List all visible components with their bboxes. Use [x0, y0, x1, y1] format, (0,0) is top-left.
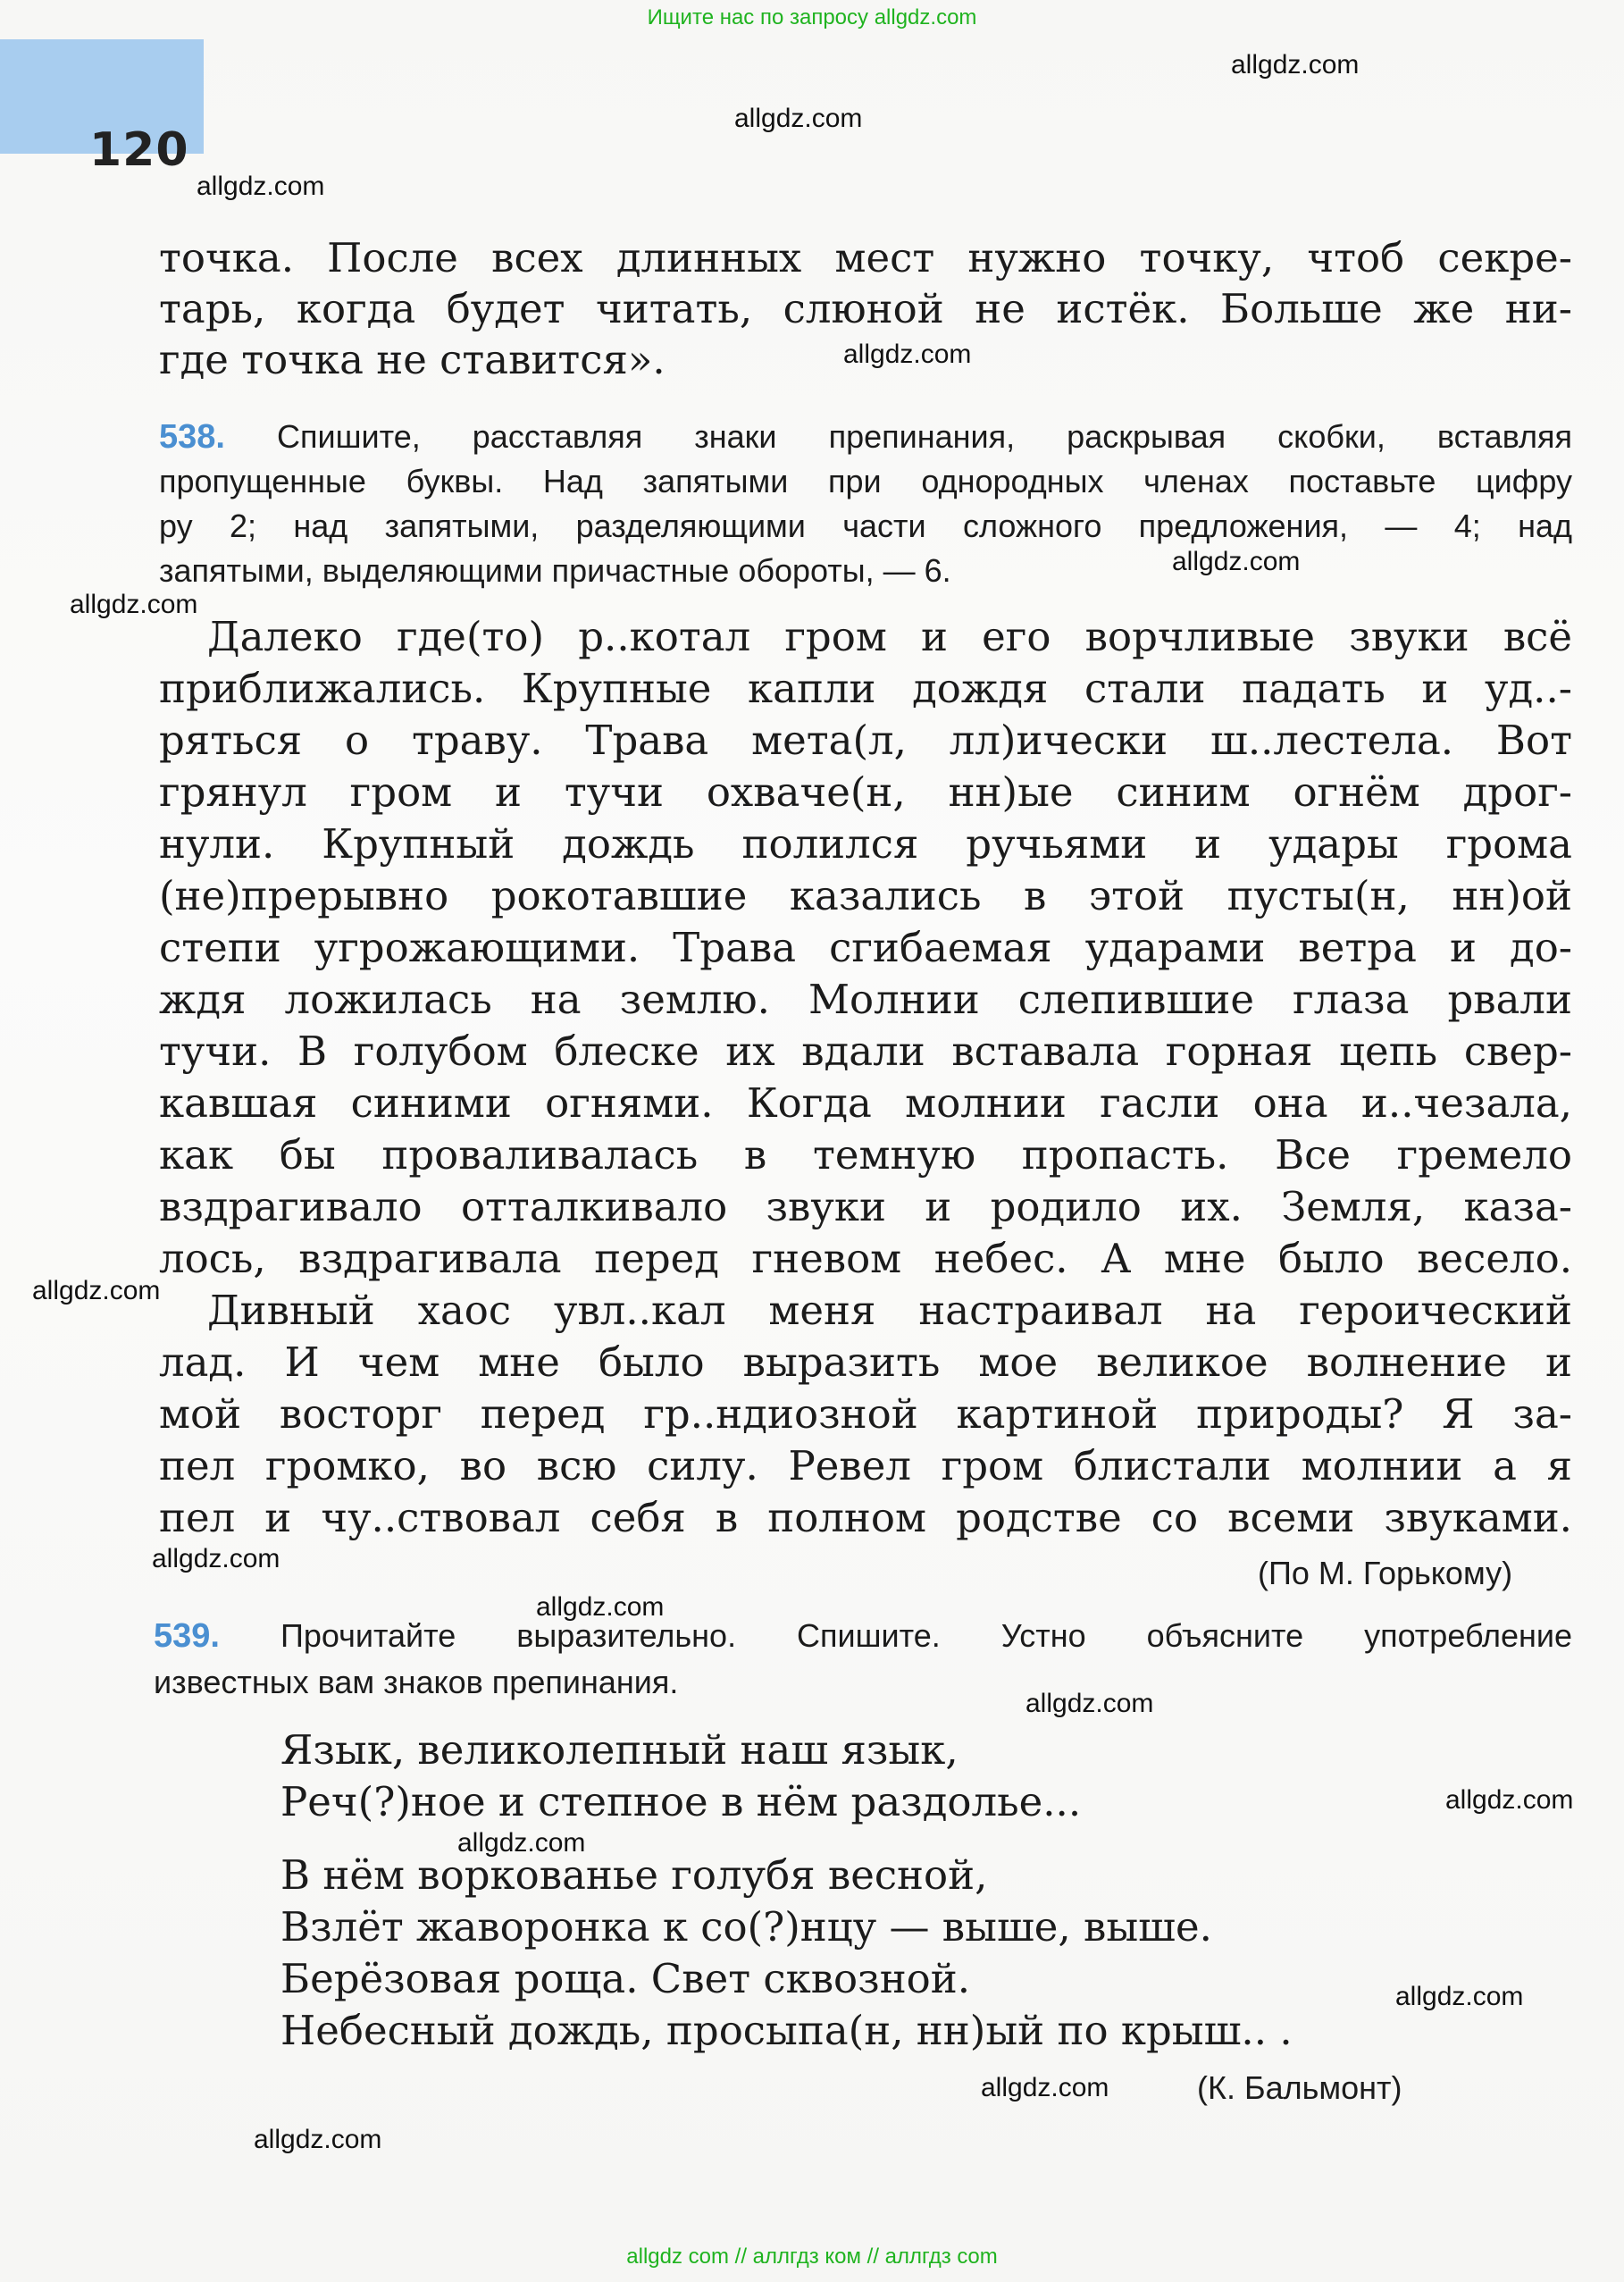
ex538-text-line-4: грянул гром и тучи охваче(н, нн)ые синим огнём дрог-	[159, 768, 1572, 816]
ex538-task-text-1: Спишите, расставляя знаки препинания, раскрывая скобки, вставляя	[277, 418, 1572, 455]
watermark-12[interactable]: allgdz.com	[457, 1828, 586, 1858]
ex538-text-line-3: ряться о траву. Трава мета(л, лл)ически ш..лестела. Вот	[159, 717, 1572, 764]
ex539-poem-line-5: Берёзовая роща. Свет сквозной.	[280, 1955, 971, 2002]
ex539-poem-line-4: Взлёт жаворонка к со(?)нцу — выше, выше.	[280, 1903, 1212, 1951]
intro-line-3: где точка не ставится».	[159, 336, 666, 383]
watermark-10[interactable]: allgdz.com	[1025, 1689, 1154, 1718]
ex538-text-line-13: лось, вздрагивала перед гневом небес. А мне было весело.	[159, 1235, 1572, 1282]
ex538-number: 538.	[159, 418, 225, 456]
watermark-14[interactable]: allgdz.com	[981, 2073, 1109, 2102]
watermark-3[interactable]: allgdz.com	[197, 172, 325, 201]
ex539-number: 539.	[154, 1617, 220, 1655]
ex538-text-line-8: ждя ложилась на землю. Молнии слепившие глаза рвали	[159, 976, 1572, 1023]
ex539-poem-line-2: Реч(?)ное и степное в нём раздолье...	[280, 1778, 1082, 1825]
ex538-text-line-12: вздрагивало отталкивало звуки и родило их. Земля, каза-	[159, 1183, 1572, 1230]
ex538-text-line-17: пел громко, во всю силу. Ревел гром блистали молнии а я	[159, 1442, 1572, 1489]
ex538-text-line-10: кавшая синими огнями. Когда молнии гасли она и..чезала,	[159, 1079, 1572, 1127]
top-banner[interactable]: Ищите нас по запросу allgdz.com	[647, 5, 977, 29]
watermark-4[interactable]: allgdz.com	[843, 340, 972, 369]
intro-line-2: тарь, когда будет читать, слюной не истёк. Больше же ни-	[159, 285, 1572, 332]
ex538-text-line-18: пел и чу..ствовал себя в полном родстве со всеми звуками.	[159, 1494, 1572, 1541]
ex539-task-line-2: известных вам знаков препинания.	[154, 1664, 679, 1700]
ex538-task-line-3: ру 2; над запятыми, разделяющими части сложного предложения, — 4; над	[159, 508, 1572, 544]
ex538-attribution: (По М. Горькому)	[1258, 1555, 1513, 1591]
watermark-6[interactable]: allgdz.com	[70, 590, 198, 619]
ex538-text-line-2: приближались. Крупные капли дождя стали падать и уд..-	[159, 665, 1572, 712]
ex539-poem-line-6: Небесный дождь, просыпа(н, нн)ый по крыш.. .	[280, 2007, 1293, 2054]
ex538-text-line-15: лад. И чем мне было выразить мое великое волнение и	[159, 1338, 1572, 1386]
ex538-text-line-5: нули. Крупный дождь полился ручьями и удары грома	[159, 820, 1572, 868]
watermark-7[interactable]: allgdz.com	[32, 1276, 161, 1305]
watermark-11[interactable]: allgdz.com	[1445, 1785, 1574, 1815]
ex539-attribution: (К. Бальмонт)	[1197, 2069, 1402, 2106]
ex539-task-text-1: Прочитайте выразительно. Спишите. Устно объясните употребление	[280, 1617, 1572, 1654]
ex538-text-line-11: как бы проваливалась в темную пропасть. Все гремело	[159, 1131, 1572, 1179]
ex538-text-line-1: Далеко где(то) р..котал гром и его ворчливые звуки всё	[207, 613, 1572, 660]
watermark-13[interactable]: allgdz.com	[1395, 1982, 1524, 2011]
watermark-8[interactable]: allgdz.com	[152, 1544, 280, 1573]
ex539-task-line-1	[154, 1617, 1572, 1656]
page-number: 120	[89, 123, 189, 177]
ex538-task-line-1	[159, 418, 1572, 457]
ex539-poem-line-3: В нём воркованье голубя весной,	[280, 1851, 988, 1899]
ex538-task-line-2: пропущенные буквы. Над запятыми при однородных членах поставьте цифру	[159, 463, 1572, 499]
ex539-poem-line-1: Язык, великолепный наш язык,	[280, 1726, 958, 1774]
watermark-9[interactable]: allgdz.com	[536, 1592, 665, 1622]
intro-line-1: точка. После всех длинных мест нужно точку, чтоб секре-	[159, 234, 1572, 281]
ex538-task-line-4: запятыми, выделяющими причастные обороты, — 6.	[159, 552, 951, 589]
watermark-1[interactable]: allgdz.com	[1231, 50, 1360, 80]
ex538-text-line-7: степи угрожающими. Трава сгибаемая ударами ветра и до-	[159, 924, 1572, 971]
ex538-text-line-16: мой восторг перед гр..ндиозной картиной природы? Я за-	[159, 1390, 1572, 1438]
watermark-5[interactable]: allgdz.com	[1172, 547, 1301, 576]
ex538-text-line-9: тучи. В голубом блеске их вдали вставала горная цепь свер-	[159, 1028, 1572, 1075]
watermark-15[interactable]: allgdz.com	[254, 2125, 382, 2154]
watermark-2[interactable]: allgdz.com	[734, 104, 863, 133]
footer-links[interactable]: allgdz com // аллгдз ком // аллгдз com	[626, 2244, 998, 2269]
ex538-text-line-14: Дивный хаос увл..кал меня настраивал на героический	[207, 1287, 1572, 1334]
ex538-text-line-6: (не)прерывно рокотавшие казались в этой пусты(н, нн)ой	[159, 872, 1572, 919]
